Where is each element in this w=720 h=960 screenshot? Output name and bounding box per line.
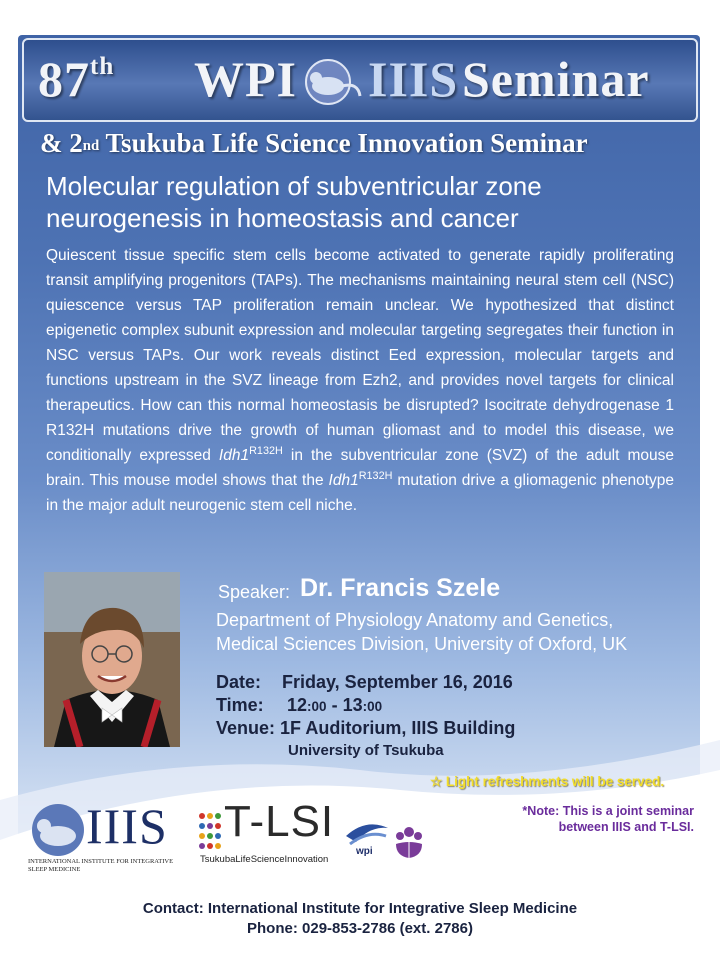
wpi-swoosh-icon xyxy=(342,818,392,866)
title-wpi: WPI xyxy=(194,51,297,107)
contact-line: Contact: International Institute for Integrative Sleep Medicine xyxy=(142,900,578,917)
speaker-affiliation-line2: Medical Sciences Division, University of Oxford, UK xyxy=(216,634,628,654)
subtitle: & 2nd Tsukuba Life Science Innovation Seminar xyxy=(40,128,588,158)
tlsi-logo-subtitle: TsukubaLifeScienceInnovation xyxy=(200,854,329,865)
time-row xyxy=(216,694,382,718)
speaker-name: Dr. Francis Szele xyxy=(300,574,501,602)
venue-label: Venue: xyxy=(216,718,276,738)
venue-value: 1F Auditorium, IIIS Building xyxy=(280,718,516,738)
date-value: Friday, September 16, 2016 xyxy=(282,672,513,692)
abstract-text: Quiescent tissue specific stem cells become activated to generate rapidly proliferating transit amplifying progenitors (TAPs). The mechanisms maintaining neural stem cell (NSC) quiescence versus TAP proliferation remain unclear. We hypothesized that distinct epigenetic complex subunit expression and molecular targeting segregates their function in NSC versus TAPs. Our work reveals distinct Eed expression, molecular targets and functions upstream in the SVZ lineage from Ezh2, and provides novel targets for clinical therapeutics. How can this normal homeostasis be disrupted? Isocitrate dehydrogenase 1 R132H mutations drive the growth of human gliomast and to model this disease, we conditionally expressed $Idh1^{R132H}$ in the subventricular zone (SVZ) of the adult mouse brain. This mouse model shows that the $Idh1^{R132H}$ mutation drive a gliomagenic phenotype in the major adult neurogenic stem cell niche. xyxy=(46,247,674,514)
time-value: 12:00 - 13:00 xyxy=(287,695,383,715)
refreshments-note: ☆ Light refreshments will be served. xyxy=(430,774,665,789)
joint-seminar-note-line1: *Note: This is a joint seminar xyxy=(522,804,694,818)
university-name: University of Tsukuba xyxy=(288,742,444,759)
iiis-logo-subtitle-line2: SLEEP MEDICINE xyxy=(28,866,81,873)
speaker-label: Speaker: xyxy=(218,582,291,602)
speaker-photo xyxy=(44,572,180,747)
talk-title: Molecular regulation of subventricular zone neurogenesis in homeostasis and cancer xyxy=(46,171,542,233)
wpi-logo-text: wpi xyxy=(356,846,373,857)
date-label: Date: xyxy=(216,672,262,692)
iiis-logo-text: IIIS xyxy=(86,798,168,854)
joint-seminar-note-line2: between IIIS and T-LSI. xyxy=(558,820,694,834)
tlsi-logo-text: T-LSI xyxy=(224,797,335,846)
iiis-logo-subtitle-line1: INTERNATIONAL INSTITUTE FOR INTEGRATIVE xyxy=(28,858,174,865)
title-seminar-number: 87th xyxy=(38,51,115,107)
date-row xyxy=(216,671,513,693)
title-seminar-word: Seminar xyxy=(462,51,650,107)
sleeping-mouse-globe-icon xyxy=(298,56,366,108)
phone-line: Phone: 029-853-2786 (ext. 2786) xyxy=(247,920,473,937)
paulownia-emblem-icon xyxy=(392,824,426,860)
speaker-affiliation-line1: Department of Physiology Anatomy and Genetics, xyxy=(216,610,614,630)
title-iiis: IIIS xyxy=(368,51,459,107)
time-label: Time: xyxy=(216,695,264,715)
